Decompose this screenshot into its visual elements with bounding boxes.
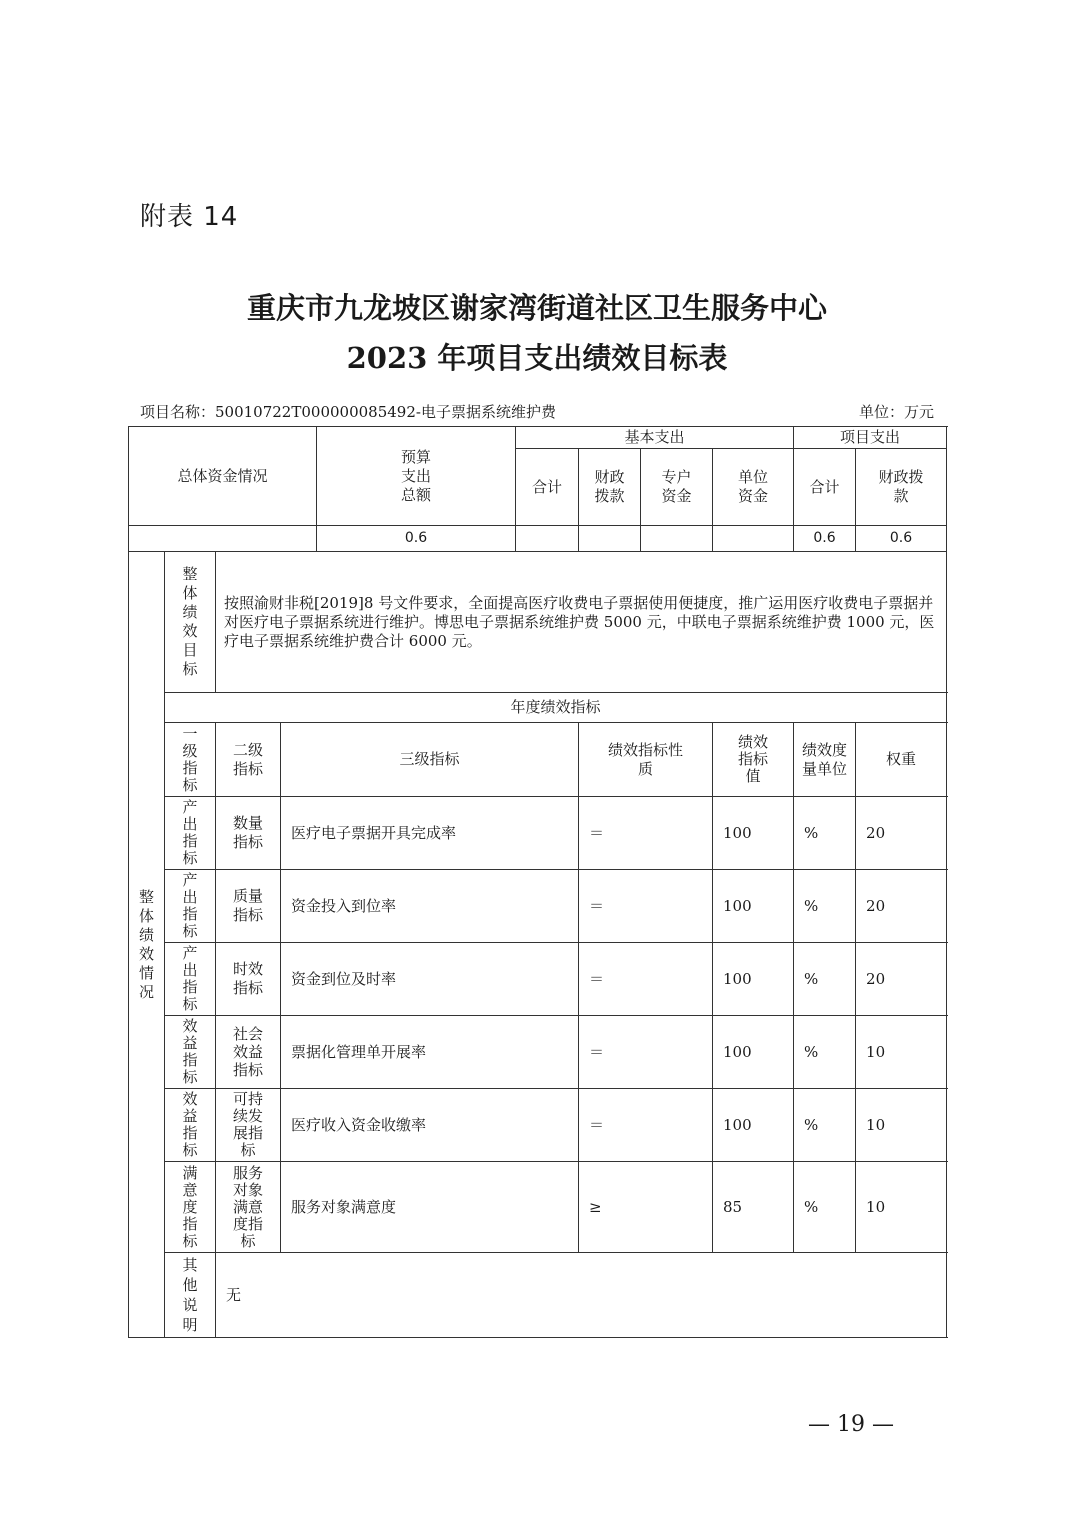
level3-indicator-header: 三级指标	[281, 723, 579, 797]
project-total-value: 0.6	[794, 526, 856, 552]
table-row	[129, 1162, 947, 1253]
nature-cell: ＝	[579, 1016, 713, 1089]
attachment-label: 附表 14	[140, 202, 239, 232]
level3-cell: 服务对象满意度	[281, 1162, 579, 1253]
level3-cell: 资金投入到位率	[281, 870, 579, 943]
basic-special-header: 专户 资金	[641, 449, 713, 526]
level1-cell: 效 益 指 标	[165, 1089, 216, 1162]
nature-header: 绩效指标性 质	[579, 723, 713, 797]
level3-cell: 资金到位及时率	[281, 943, 579, 1016]
basic-fiscal-value	[579, 526, 641, 552]
level1-indicator-header: 一 级 指 标	[165, 723, 216, 797]
unit-cell: %	[794, 1162, 856, 1253]
weight-cell: 20	[856, 870, 947, 943]
nature-cell: ＝	[579, 1089, 713, 1162]
overall-goal-label: 整 体 绩 效 目 标	[165, 552, 216, 693]
project-fiscal-header: 财政拨 款	[856, 449, 947, 526]
level2-cell: 时效 指标	[216, 943, 281, 1016]
project-fiscal-value: 0.6	[856, 526, 947, 552]
document-title-line1: 重庆市九龙坡区谢家湾街道社区卫生服务中心	[246, 291, 827, 325]
basic-expense-header: 基本支出	[516, 427, 794, 449]
level1-cell: 产 出 指 标	[165, 870, 216, 943]
budget-total-value: 0.6	[317, 526, 516, 552]
target-value-header: 绩效 指标 值	[713, 723, 794, 797]
basic-special-value	[641, 526, 713, 552]
level1-cell: 满 意 度 指 标	[165, 1162, 216, 1253]
level1-cell: 效 益 指 标	[165, 1016, 216, 1089]
overall-goal-text: 按照渝财非税[2019]8 号文件要求，全面提高医疗收费电子票据使用便捷度，推广运用医疗收费电子票据并对医疗电子票据系统进行维护。博思电子票据系统维护费 5000 元，中联电子票据系统维护费 1000 元，医疗电子票据系统维护费合计 6000 元。	[216, 552, 947, 693]
budget-total-header: 预算 支出 总额	[317, 427, 516, 526]
level2-cell: 社会 效益 指标	[216, 1016, 281, 1089]
weight-cell: 10	[856, 1162, 947, 1253]
basic-unit-header: 单位 资金	[713, 449, 794, 526]
table-row	[129, 797, 947, 870]
basic-total-value	[516, 526, 579, 552]
weight-cell: 20	[856, 797, 947, 870]
basic-fiscal-header: 财政 拨款	[579, 449, 641, 526]
unit-cell: %	[794, 870, 856, 943]
level3-cell: 医疗电子票据开具完成率	[281, 797, 579, 870]
performance-target-table	[128, 426, 947, 1338]
unit-cell: %	[794, 943, 856, 1016]
table-row	[129, 1089, 947, 1162]
weight-cell: 10	[856, 1089, 947, 1162]
level2-cell: 服务 对象 满意 度指 标	[216, 1162, 281, 1253]
value-cell: 85	[713, 1162, 794, 1253]
document-title-line2: 2023 年项目支出绩效目标表	[346, 341, 728, 375]
level1-cell: 产 出 指 标	[165, 797, 216, 870]
basic-total-header: 合计	[516, 449, 579, 526]
weight-cell: 20	[856, 943, 947, 1016]
project-name: 项目名称：50010722T000000085492-电子票据系统维护费	[140, 403, 556, 421]
value-cell: 100	[713, 943, 794, 1016]
level2-cell: 可持 续发 展指 标	[216, 1089, 281, 1162]
level2-cell: 数量 指标	[216, 797, 281, 870]
other-notes-text: 无	[216, 1253, 947, 1338]
basic-unit-value	[713, 526, 794, 552]
page-number: — 19 —	[808, 1412, 894, 1437]
value-cell: 100	[713, 797, 794, 870]
unit-cell: %	[794, 1089, 856, 1162]
unit-cell: %	[794, 797, 856, 870]
nature-cell: ≥	[579, 1162, 713, 1253]
level3-cell: 医疗收入资金收缴率	[281, 1089, 579, 1162]
unit-cell: %	[794, 1016, 856, 1089]
funds-values-label	[129, 526, 317, 552]
table-row	[129, 1016, 947, 1089]
table-row	[129, 943, 947, 1016]
weight-cell: 10	[856, 1016, 947, 1089]
weight-header: 权重	[856, 723, 947, 797]
project-total-header: 合计	[794, 449, 856, 526]
level1-cell: 产 出 指 标	[165, 943, 216, 1016]
value-cell: 100	[713, 1089, 794, 1162]
table-row	[129, 870, 947, 943]
nature-cell: ＝	[579, 943, 713, 1016]
overall-performance-label: 整 体 绩 效 情 况	[129, 552, 165, 1338]
project-expense-header: 项目支出	[794, 427, 947, 449]
value-cell: 100	[713, 1016, 794, 1089]
overall-funds-label: 总体资金情况	[129, 427, 317, 526]
nature-cell: ＝	[579, 797, 713, 870]
level2-indicator-header: 二级 指标	[216, 723, 281, 797]
measure-unit-header: 绩效度 量单位	[794, 723, 856, 797]
unit-label: 单位：万元	[858, 403, 934, 421]
other-notes-label: 其 他 说 明	[165, 1253, 216, 1338]
nature-cell: ＝	[579, 870, 713, 943]
level3-cell: 票据化管理单开展率	[281, 1016, 579, 1089]
value-cell: 100	[713, 870, 794, 943]
level2-cell: 质量 指标	[216, 870, 281, 943]
annual-indicators-label: 年度绩效指标	[165, 693, 947, 723]
